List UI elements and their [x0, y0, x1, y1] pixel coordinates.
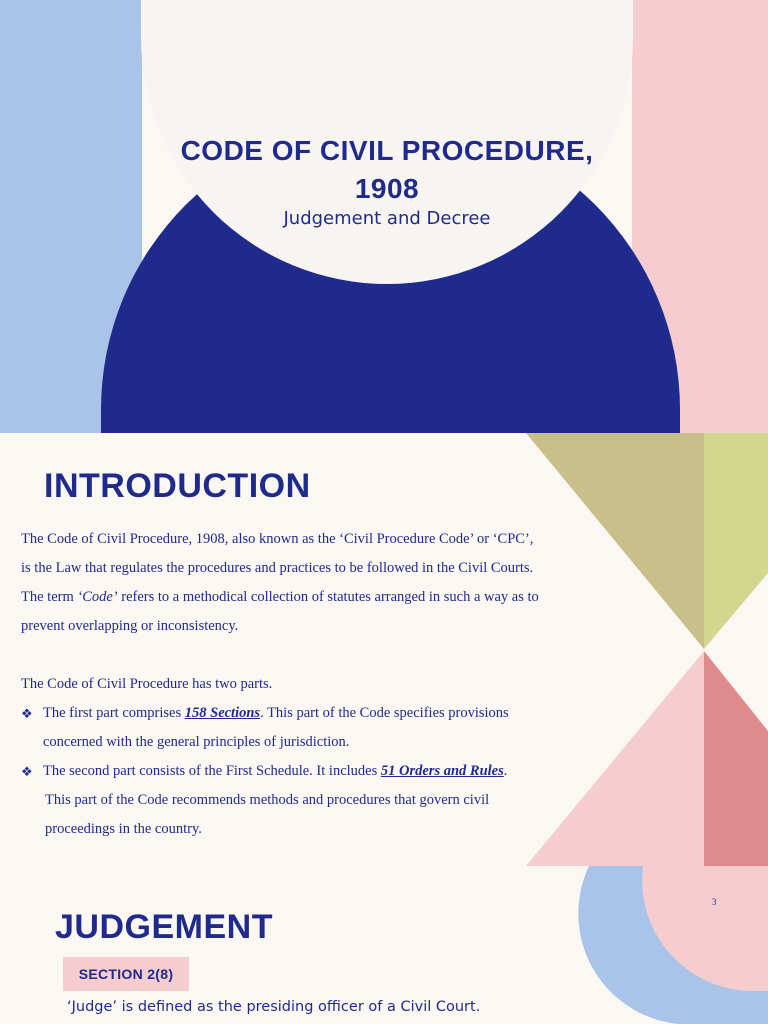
- judgement-slide: [0, 866, 768, 1024]
- intro-line: [21, 583, 601, 612]
- bullet-text-pre: The first part comprises: [43, 705, 185, 721]
- bullet-item-orders: [21, 757, 601, 786]
- bullet-item-sections: [21, 699, 601, 728]
- bullet-text-post: . This part of the Code specifies provisions: [260, 705, 509, 721]
- intro-line: The Code of Civil Procedure, 1908, also known as the ‘Civil Procedure Code’ or ‘CPC’,: [21, 531, 534, 547]
- bullet-continuation: proceedings in the country.: [45, 821, 202, 837]
- intro-text: The term: [21, 589, 78, 605]
- slide-title: [141, 132, 633, 208]
- intro-line: prevent overlapping or inconsistency.: [21, 618, 239, 634]
- bullet-text: [43, 699, 509, 728]
- bullet-text-pre: The second part consists of the First Schedule. It includes: [43, 763, 381, 779]
- bullet-continuation: concerned with the general principles of jurisdiction.: [43, 734, 350, 750]
- slide-subtitle: Judgement and Decree: [283, 208, 491, 229]
- introduction-slide: [0, 433, 768, 866]
- page-number: 3: [712, 897, 717, 907]
- coral-shape: [704, 651, 768, 866]
- judgement-heading: JUDGEMENT: [55, 908, 273, 946]
- diamond-bullet-icon: ❖: [21, 706, 33, 721]
- orders-highlight: 51 Orders and Rules: [380, 763, 504, 779]
- section-label-badge: SECTION 2(8): [63, 957, 189, 991]
- title-slide: [0, 0, 768, 433]
- sections-highlight: 158 Sections: [184, 705, 261, 721]
- intro-line: is the Law that regulates the procedures and practices to be followed in the Civil Courts.: [21, 560, 534, 576]
- bullet-text-post: .: [503, 763, 508, 779]
- slide-title-line2: 1908: [354, 173, 420, 204]
- code-term: ‘Code’: [77, 589, 118, 605]
- introduction-heading: INTRODUCTION: [44, 467, 311, 505]
- judge-definition: ‘Judge’ is defined as the presiding officer of a Civil Court.: [67, 999, 481, 1015]
- intro-text: refers to a methodical collection of statutes arranged in such a way as to: [117, 589, 539, 605]
- lime-shape: [704, 433, 768, 649]
- bullet-continuation: This part of the Code recommends methods and procedures that govern civil: [45, 792, 490, 808]
- diamond-bullet-icon: ❖: [21, 764, 33, 779]
- parts-intro: The Code of Civil Procedure has two parts.: [21, 676, 273, 692]
- slide-title-line1: CODE OF CIVIL PROCEDURE,: [180, 135, 594, 166]
- introduction-body: [21, 525, 601, 844]
- bullet-text: [43, 757, 507, 786]
